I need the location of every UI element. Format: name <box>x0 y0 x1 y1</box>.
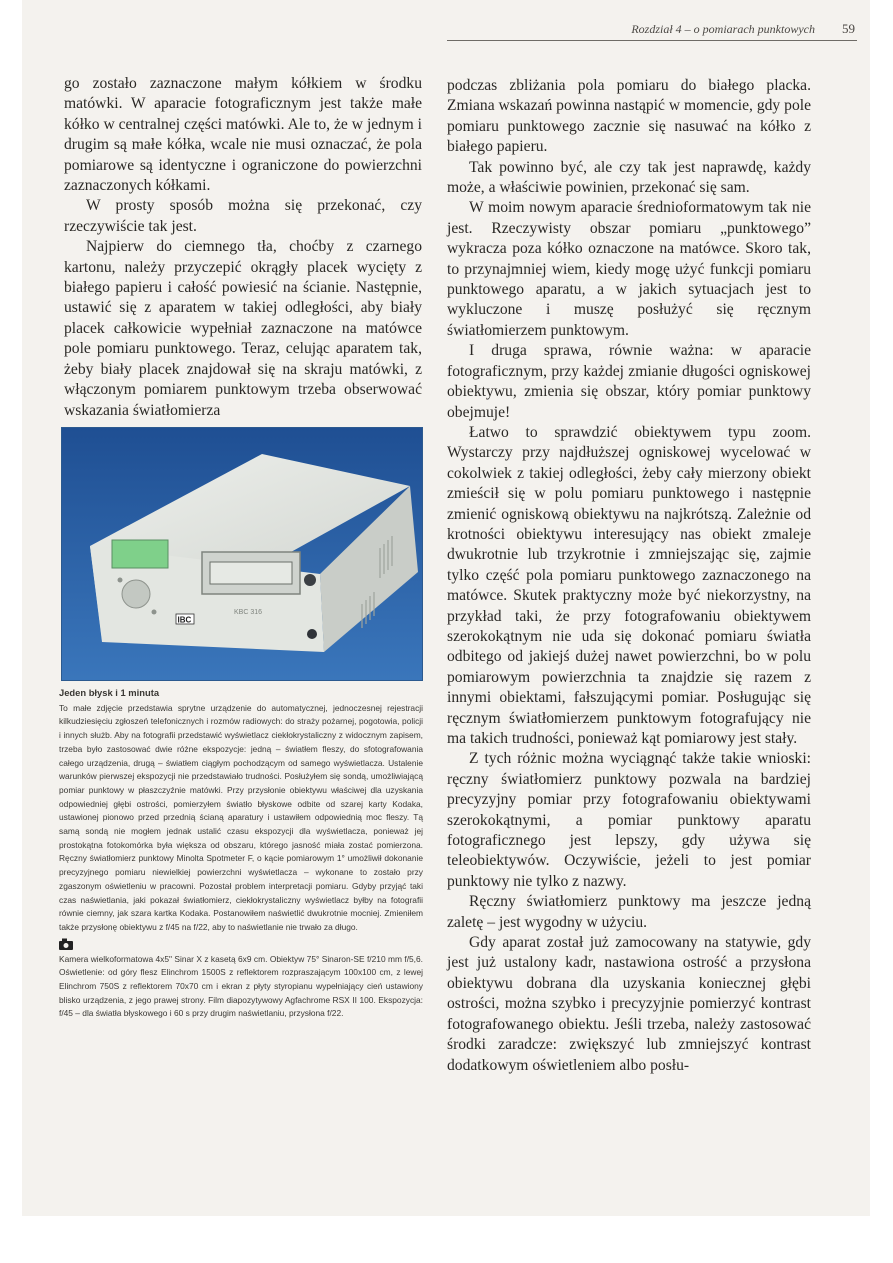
caption-title: Jeden błysk i 1 minuta <box>59 687 160 698</box>
paragraph: W prosty sposób można się przekonać, czy rzeczywiście tak jest. <box>64 197 422 235</box>
control-button <box>152 610 157 615</box>
camera-icon <box>59 938 423 952</box>
control-dial <box>122 580 150 608</box>
paragraph: Tak powinno być, ale czy tak jest naprawdę, każdy może, a właściwie powinien, przekonać się sam. <box>447 158 811 197</box>
paragraph: W moim nowym aparacie średnioformatowym tak nie jest. Rzeczywisty obszar pomiaru „punktowego” wykracza poza kółko oznaczone na matówce. Skoro tak, to przynajmniej wiem, kiedy mogę użyć funkcji pomiaru punktowego aparatu, a w jakich sytuacjach jest to wykluczone i muszę posłużyć się ręcznym światłomierzem punktowym. <box>447 199 811 339</box>
paragraph: Z tych różnic można wyciągnąć także takie wnioski: ręczny światłomierz punktowy pozwala na bardziej precyzyjny pomiar przy fotografowaniu obiektywami szerokokątnymi, a pomiar punktowy aparatu fotograficznego jest lepszy, gdy używa się teleobiektywów. Oczywiście, jeżeli to jest pomiar punktowy nie tylko z nazwy. <box>447 750 811 890</box>
left-column <box>64 74 422 421</box>
caption-technical: Kamera wielkoformatowa 4x5" Sinar X z kasetą 6x9 cm. Obiektyw 75° Sinaron-SE f/210 mm f/5,6. Oświetlenie: od góry flesz Elinchrom 1500S z reflektorem rozpraszającym 100x100 cm, z lewej Elinchrom 750S z reflektorem 70x70 cm i ekran z płyty styropianu wypełniający cień ustawiony blisko urządzenia, z jego prawej strony. Film diapozytywowy Agfachrome RSX II 100. Ekspozycja: f/45 – dla światła błyskowego i 60 s przy drugim naświetlaniu, przysłona f/22. <box>59 953 423 1019</box>
photo-caption <box>59 686 423 1021</box>
right-column <box>447 76 811 1076</box>
power-key <box>307 629 317 639</box>
device-model-label: KBC 316 <box>234 609 263 616</box>
paragraph: Gdy aparat został już zamocowany na statywie, gdy jest już ustalony kadr, nastawiona ostrość a przysłona obiektywu dobrana dla uzyskania koniecznej głębi ostrości, można szybko i precyzyjnie pomierzyć kontrast fotografowanego obiektu. Jeśli trzeba, należy zastosować środki zaradcze: zwiększyć lub zmniejszyć kontrast dodatkowym oświetleniem albo posłu- <box>447 934 811 1074</box>
paragraph: Łatwo to sprawdzić obiektywem typu zoom. Wystarczy przy najdłuższej ogniskowej wycelować w cokolwiek z takiej odległości, żeby cały mierzony obiekt zmieścił się w polu pomiaru punktowego i następnie zmienić ogniskową obiektywu na najkrótszą. Zależnie od krotności obiektywu interesujący nas obiekt zmaleje dwukrotnie lub trzykrotnie i zmniejszając się, zajmie tylko część pola pomiaru punktowego zaznaczonego na matówce. Skutek praktyczny może być niekorzystny, na przykład taki, że przy fotografowaniu obiektywem szerokokątnym nie uda się dokonać pomiaru światła odbitego od jakiejś dużej nawet powierzchni, bo w polu pomiarowym powierzchnia ta znajdzie się razem z innymi obiektami, fałszującymi pomiar. Posługując się ręcznym światłomierzem punktowym fotografujący nie ma takich trudności, ponieważ kąt pomiarowy jest stały. <box>447 423 811 747</box>
paragraph: Najpierw do ciemnego tła, choćby z czarnego kartonu, należy przyczepić okrągły placek wycięty z białego papieru i całość powiesić na ścianie. Następnie, ustawić się z aparatem w takiej odległości, aby biały placek całkowicie wypełniał zaznaczone na matówce pole pomiaru punktowego. Teraz, celując aparatem tak, żeby biały placek znajdował się na skraju matówki, z włączonym pomiarem punktowym trzeba obserwować wskazania światłomierza <box>64 238 422 419</box>
book-page <box>22 0 870 1216</box>
brand-logo-label: IBC <box>177 615 192 625</box>
paragraph: I druga sprawa, równie ważna: w aparacie fotograficznym, przy każdej zmianie długości ogniskowej obiektywu, zmienia się obszar, który pomiar punktowy obejmuje! <box>447 342 811 421</box>
device-photo <box>61 427 423 681</box>
paragraph: podczas zbliżania pola pomiaru do białego placka. Zmiana wskazań powinna nastąpić w momencie, gdy pole pomiaru punktowego zacznie się nasuwać na kółko z białego papieru. <box>447 77 811 156</box>
control-button <box>118 578 123 583</box>
paragraph: Ręczny światłomierz punktowy ma jeszcze jedną zaletę – jest wygodny w użyciu. <box>447 893 811 931</box>
running-header <box>447 18 857 41</box>
cassette-opening <box>210 562 292 584</box>
indicator-lamp <box>304 574 316 586</box>
paragraph: go zostało zaznaczone małym kółkiem w środku matówki. W aparacie fotograficznym jest także małe kółko w centralnej części matówki. Ale to, że w jednym i drugim są małe kółka, wcale nie musi oznaczać, że pola pomiarowe są identyczne i ograniczone do powierzchni zaznaczonych kółkami. <box>64 75 422 195</box>
caption-body: To małe zdjęcie przedstawia sprytne urządzenie do automatycznej, jednoczesnej rejestracji kilkudziesięciu zgłoszeń telefonicznych i rozmów radiowych: do straży pożarnej, pogotowia, policji i innych służb. Aby na fotografii przedstawić wyświetlacz ciekłokrystaliczny z widocznym zapisem, trzeba było zastosować dwie różne ekspozycje: jedną – światłem fleszy, do sfotografowania całego urządzenia, drugą – światłem ciągłym pochodzącym od samego wyświetlacza. Ustalenie warunków pierwszej ekspozycji nie przedstawiało trudności. Posłużyłem się sondą, umożliwiającą pomiar punktowy w płaszczyźnie matówki. Przy przysłonie obiektywu właściwej dla uzyskania odpowiedniej głębi ostrości, pomierzyłem światło błyskowe odbite od szarej karty Kodaka, ustawionej pionowo przed przednią ścianą aparatury i ustawiłem odpowiednią moc fleszy. Tą samą sondą nie mogłem jednak ustalić czasu ekspozycji dla wyświetlacza, ponieważ jej prostokątna fotokomórka była większa od obszaru, którego jasność miała zostać pomierzona. Ręczny światłomierz punktowy Minolta Spotmeter F, o kącie pomiarowym 1° umożliwił dokonanie precyzyjnego pomiaru niewielkiej powierzchni wyświetlacza – wykonane to zostało przy zgaszonym oświetleniu w pracowni. Pozostał problem interpretacji pomiaru. Gdyby przyjąć taki czas naświetlania, jaki pokazał światłomierz, ciekłokrystaliczny wyświetlacz byłby na fotografii równie ciemny, jak szara kartka Kodaka. Postanowiłem naświetlić dwukrotnie mocniej. Zmieniłem także przysłonę obiektywu z f/45 na f/22, aby to naświetlanie nie trwało za długo. <box>59 702 423 932</box>
page-number: 59 <box>842 21 855 36</box>
lcd-display <box>112 540 168 568</box>
chapter-title: Rozdział 4 – o pomiarach punktowych <box>631 22 815 36</box>
